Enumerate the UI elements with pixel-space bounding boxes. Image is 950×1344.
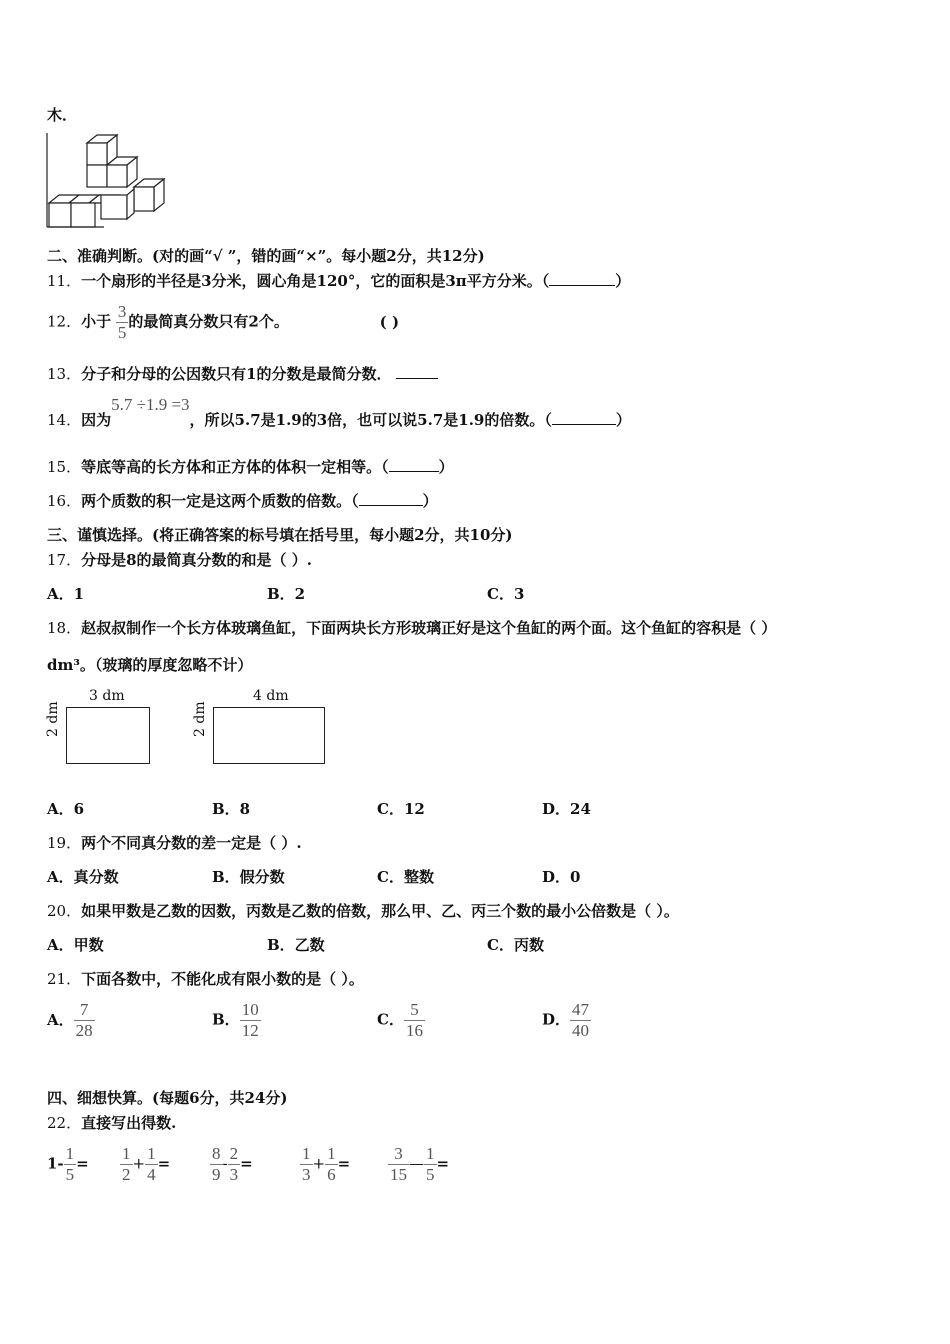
q19-option-c[interactable]: C．整数	[377, 868, 434, 886]
rect1-top-label: 3 dm	[89, 688, 125, 704]
section-4-header: 四、细想快算。(每题6分，共24分)	[47, 1089, 288, 1107]
division-expression: 5.7 ÷1.9 =3	[111, 395, 190, 414]
q18-option-a[interactable]: A．6	[47, 800, 85, 818]
q21-option-d[interactable]: D． $\frac{47}{40}$	[542, 1000, 590, 1040]
q19-option-b[interactable]: B．假分数	[212, 868, 285, 886]
question-14: 14．因为5.7 ÷1.9 =3，所以5.7是1.9的3倍，也可以说5.7是1.9的倍数。（ ）	[47, 395, 631, 429]
continued-text: 木．	[47, 106, 78, 124]
calc-expression-5: $\frac{3}{15}$ — $\frac{1}{5}$ =	[390, 1144, 450, 1184]
q17-option-a[interactable]: A．1	[47, 585, 85, 603]
q21-option-c[interactable]: C． $\frac{5}{16}$	[377, 1000, 423, 1040]
question-22: 22．直接写出得数.	[47, 1114, 177, 1132]
q17-option-c[interactable]: C．3	[487, 585, 525, 603]
answer-paren[interactable]: ( )	[379, 312, 400, 331]
answer-blank[interactable]	[359, 491, 423, 506]
glass-rectangle-2	[213, 707, 325, 764]
answer-blank[interactable]	[552, 410, 616, 425]
question-21: 21．下面各数中，不能化成有限小数的是（ ）。	[47, 970, 364, 988]
calc-expression-1: 1- $\frac{1}{5}$ =	[47, 1144, 89, 1184]
calc-expression-3: $\frac{8}{9}$ - $\frac{2}{3}$ =	[212, 1144, 253, 1184]
glass-rectangle-1	[66, 707, 150, 764]
answer-blank[interactable]	[549, 271, 615, 286]
rect2-top-label: 4 dm	[253, 688, 289, 704]
q21-option-a[interactable]: A． $\frac{7}{28}$	[47, 1000, 93, 1040]
rect1-side-label: 2 dm	[45, 701, 61, 737]
q20-option-a[interactable]: A．甲数	[47, 936, 104, 954]
q18-option-c[interactable]: C．12	[377, 800, 425, 818]
fraction-3-5: $\frac{3}{5}$	[117, 302, 127, 342]
q17-option-b[interactable]: B．2	[267, 585, 306, 603]
q19-option-a[interactable]: A．真分数	[47, 868, 119, 886]
answer-blank[interactable]	[396, 364, 438, 379]
q20-option-b[interactable]: B．乙数	[267, 936, 325, 954]
question-19: 19．两个不同真分数的差一定是（ ）.	[47, 834, 302, 852]
question-17: 17．分母是8的最简真分数的和是（ ）.	[47, 551, 312, 569]
q20-option-c[interactable]: C．丙数	[487, 936, 544, 954]
answer-blank[interactable]	[389, 457, 439, 472]
question-15: 15．等底等高的长方体和正方体的体积一定相等。（ ）	[47, 458, 454, 476]
q18-option-d[interactable]: D．24	[542, 800, 591, 818]
question-11: 11．一个扇形的半径是3分米，圆心角是120°，它的面积是3π平方分米。（ ）	[47, 272, 631, 290]
q18-option-b[interactable]: B．8	[212, 800, 251, 818]
question-20: 20．如果甲数是乙数的因数，丙数是乙数的倍数，那么甲、乙、丙三个数的最小公倍数是（ ）。	[47, 902, 679, 920]
calc-expression-4: $\frac{1}{3}$ + $\frac{1}{6}$ =	[302, 1144, 351, 1184]
q21-option-b[interactable]: B． $\frac{10}{12}$	[212, 1000, 259, 1040]
question-16: 16．两个质数的积一定是这两个质数的倍数。（ ）	[47, 492, 438, 510]
q19-option-d[interactable]: D．0	[542, 868, 581, 886]
section-3-header: 三、谨慎选择。(将正确答案的标号填在括号里，每小题2分，共10分)	[47, 526, 513, 544]
section-2-header: 二、准确判断。(对的画“√ ”，错的画“×”。每小题2分，共12分)	[47, 247, 485, 265]
cube-stack-figure	[44, 133, 168, 229]
question-18-cont: dm³。（玻璃的厚度忽略不计）	[47, 656, 253, 674]
question-18: 18．赵叔叔制作一个长方体玻璃鱼缸，下面两块长方形玻璃正好是这个鱼缸的两个面。这个鱼缸的容积是（ ）	[47, 619, 777, 637]
rect2-side-label: 2 dm	[192, 701, 208, 737]
question-13: 13．分子和分母的公因数只有1的分数是最简分数．	[47, 363, 438, 384]
calc-expression-2: $\frac{1}{2}$ + $\frac{1}{4}$ =	[122, 1144, 171, 1184]
question-12: 12．小于 $\frac{3}{5}$ 的最简真分数只有2个。 ( )	[47, 302, 400, 342]
